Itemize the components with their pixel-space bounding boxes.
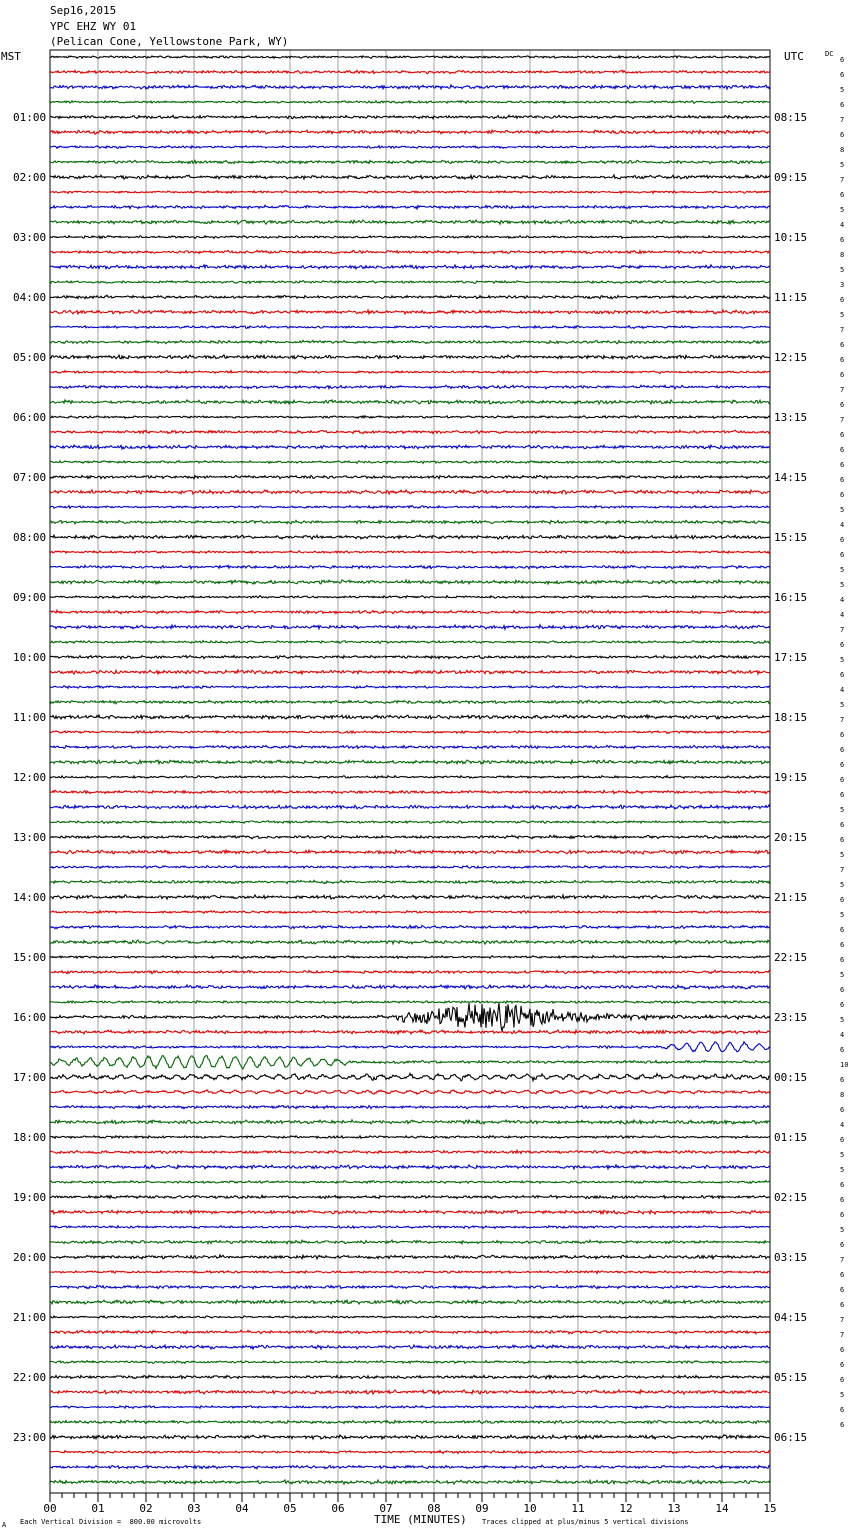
trace-59 xyxy=(50,925,770,928)
trace-17 xyxy=(50,295,770,299)
dc-offset-value: 6 xyxy=(840,461,845,469)
dc-offset-value: 6 xyxy=(840,776,845,784)
utc-hour-label: 20:15 xyxy=(774,831,808,844)
trace-1 xyxy=(50,56,770,59)
x-tick-label: 00 xyxy=(43,1502,57,1515)
trace-84 xyxy=(50,1300,770,1304)
trace-3 xyxy=(50,85,770,89)
trace-51 xyxy=(50,805,770,809)
trace-10 xyxy=(50,191,770,194)
utc-hour-label: 22:15 xyxy=(774,951,808,964)
trace-15 xyxy=(50,265,770,269)
dc-offset-value: 6 xyxy=(840,1421,845,1429)
trace-7 xyxy=(50,146,770,149)
dc-offset-value: 6 xyxy=(840,1076,845,1084)
dc-offset-value: 4 xyxy=(840,686,845,694)
dc-offset-value: 5 xyxy=(840,1016,845,1024)
dc-offset-value: 4 xyxy=(840,1031,845,1039)
x-axis-title: TIME (MINUTES) xyxy=(374,1513,467,1526)
trace-2 xyxy=(50,70,770,74)
dc-offset-value: 7 xyxy=(840,1331,845,1339)
dc-offset-value: 7 xyxy=(840,626,845,634)
dc-offset-value: 10 xyxy=(840,1061,849,1069)
trace-28 xyxy=(50,461,770,464)
trace-62 xyxy=(50,970,770,973)
trace-42 xyxy=(50,670,770,674)
utc-hour-label: 17:15 xyxy=(774,651,808,664)
trace-73 xyxy=(50,1136,770,1139)
trace-19 xyxy=(50,326,770,329)
mst-hour-label: 02:00 xyxy=(13,171,47,184)
dc-offset-value: 6 xyxy=(840,1271,845,1279)
dc-offset-value: 6 xyxy=(840,491,845,499)
mst-hour-label: 12:00 xyxy=(13,771,47,784)
hour-labels xyxy=(13,56,848,1444)
trace-44 xyxy=(50,700,770,704)
trace-20 xyxy=(50,340,770,343)
dc-offset-value: 3 xyxy=(840,281,845,289)
dc-offset-value: 6 xyxy=(840,821,845,829)
trace-70 xyxy=(50,1090,770,1094)
trace-27 xyxy=(50,445,770,449)
trace-93 xyxy=(50,1435,770,1439)
mst-hour-label: 18:00 xyxy=(13,1131,47,1144)
trace-50 xyxy=(50,790,770,793)
x-tick-label: 06 xyxy=(331,1502,345,1515)
trace-80 xyxy=(50,1240,770,1244)
mst-hour-label: 17:00 xyxy=(13,1071,47,1084)
trace-14 xyxy=(50,250,770,253)
time-axis xyxy=(43,1493,776,1515)
trace-88 xyxy=(50,1361,770,1364)
utc-hour-label: 00:15 xyxy=(774,1071,808,1084)
utc-hour-label: 08:15 xyxy=(774,111,808,124)
dc-offset-value: 6 xyxy=(840,431,845,439)
mst-hour-label: 09:00 xyxy=(13,591,47,604)
x-tick-label: 15 xyxy=(763,1502,777,1515)
trace-65 xyxy=(50,1003,770,1031)
trace-82 xyxy=(50,1271,770,1274)
dc-offset-value: 5 xyxy=(840,206,845,214)
x-tick-label: 04 xyxy=(235,1502,249,1515)
trace-34 xyxy=(50,551,770,554)
dc-offset-value: 5 xyxy=(840,581,845,589)
dc-offset-value: 7 xyxy=(840,866,845,874)
dc-offset-value: 5 xyxy=(840,311,845,319)
dc-offset-value: 6 xyxy=(840,986,845,994)
trace-57 xyxy=(50,895,770,899)
trace-60 xyxy=(50,940,770,944)
trace-13 xyxy=(50,236,770,239)
trace-79 xyxy=(50,1226,770,1229)
dc-offset-value: 5 xyxy=(840,701,845,709)
dc-offset-value: 6 xyxy=(840,941,845,949)
utc-hour-label: 10:15 xyxy=(774,231,808,244)
trace-64 xyxy=(50,1001,770,1004)
dc-offset-value: 6 xyxy=(840,551,845,559)
utc-hour-label: 12:15 xyxy=(774,351,808,364)
trace-43 xyxy=(50,686,770,689)
dc-offset-value: 6 xyxy=(840,1106,845,1114)
dc-offset-value: 6 xyxy=(840,1136,845,1144)
dc-offset-value: 6 xyxy=(840,896,845,904)
mst-hour-label: 03:00 xyxy=(13,231,47,244)
dc-offset-value: 6 xyxy=(840,536,845,544)
trace-4 xyxy=(50,101,770,104)
trace-41 xyxy=(50,655,770,659)
trace-86 xyxy=(50,1330,770,1333)
trace-12 xyxy=(50,220,770,224)
utc-hour-label: 01:15 xyxy=(774,1131,808,1144)
dc-offset-value: 6 xyxy=(840,761,845,769)
dc-offset-value: 6 xyxy=(840,731,845,739)
dc-offset-value: 6 xyxy=(840,401,845,409)
dc-offset-value: 6 xyxy=(840,1376,845,1384)
mst-hour-label: 14:00 xyxy=(13,891,47,904)
trace-48 xyxy=(50,760,770,764)
dc-offset-value: 6 xyxy=(840,1046,845,1054)
mst-hour-label: 23:00 xyxy=(13,1431,47,1444)
trace-18 xyxy=(50,310,770,314)
dc-offset-value: 4 xyxy=(840,221,845,229)
trace-25 xyxy=(50,416,770,419)
dc-offset-value: 7 xyxy=(840,716,845,724)
trace-30 xyxy=(50,490,770,494)
dc-offset-value: 6 xyxy=(840,446,845,454)
trace-49 xyxy=(50,776,770,779)
dc-offset-value: 6 xyxy=(840,1181,845,1189)
trace-91 xyxy=(50,1406,770,1409)
trace-54 xyxy=(50,850,770,854)
dc-offset-value: 5 xyxy=(840,1391,845,1399)
x-tick-label: 10 xyxy=(523,1502,537,1515)
trace-38 xyxy=(50,610,770,614)
trace-78 xyxy=(50,1210,770,1214)
dc-offset-value: 5 xyxy=(840,86,845,94)
trace-89 xyxy=(50,1375,770,1378)
trace-53 xyxy=(50,835,770,839)
right-timezone-label: UTC xyxy=(784,50,804,63)
x-tick-label: 05 xyxy=(283,1502,297,1515)
dc-offset-value: 6 xyxy=(840,791,845,799)
dc-offset-value: 6 xyxy=(840,1286,845,1294)
dc-offset-value: 6 xyxy=(840,1406,845,1414)
trace-75 xyxy=(50,1165,770,1169)
dc-offset-value: 6 xyxy=(840,56,845,64)
mst-hour-label: 07:00 xyxy=(13,471,47,484)
trace-24 xyxy=(50,400,770,404)
left-timezone-label: MST xyxy=(1,50,21,63)
trace-55 xyxy=(50,866,770,869)
utc-hour-label: 18:15 xyxy=(774,711,808,724)
dc-offset-value: 6 xyxy=(840,371,845,379)
dc-offset-value: 7 xyxy=(840,1316,845,1324)
dc-offset-value: 6 xyxy=(840,1301,845,1309)
trace-56 xyxy=(50,880,770,883)
utc-hour-label: 14:15 xyxy=(774,471,808,484)
dc-offset-value: 5 xyxy=(840,851,845,859)
trace-22 xyxy=(50,371,770,374)
trace-8 xyxy=(50,160,770,163)
dc-offset-value: 6 xyxy=(840,641,845,649)
dc-offset-value: 6 xyxy=(840,191,845,199)
dc-offset-value: 7 xyxy=(840,326,845,334)
x-tick-label: 03 xyxy=(187,1502,201,1515)
dc-offset-value: 6 xyxy=(840,746,845,754)
trace-29 xyxy=(50,475,770,478)
mst-hour-label: 20:00 xyxy=(13,1251,47,1264)
dc-offset-value: 5 xyxy=(840,566,845,574)
trace-16 xyxy=(50,281,770,284)
utc-hour-label: 15:15 xyxy=(774,531,808,544)
trace-11 xyxy=(50,205,770,209)
dc-offset-value: 7 xyxy=(840,176,845,184)
mst-hour-label: 19:00 xyxy=(13,1191,47,1204)
corner-mark: A xyxy=(2,1521,7,1529)
dc-offset-value: 6 xyxy=(840,926,845,934)
utc-hour-label: 21:15 xyxy=(774,891,808,904)
dc-offset-value: 6 xyxy=(840,1361,845,1369)
dc-offset-value: 6 xyxy=(840,1196,845,1204)
trace-67 xyxy=(50,1042,770,1052)
dc-offset-value: 6 xyxy=(840,956,845,964)
dc-offset-value: 6 xyxy=(840,671,845,679)
dc-offset-value: 8 xyxy=(840,146,845,154)
utc-hour-label: 13:15 xyxy=(774,411,808,424)
mst-hour-label: 05:00 xyxy=(13,351,47,364)
x-tick-label: 02 xyxy=(139,1502,153,1515)
mst-hour-label: 21:00 xyxy=(13,1311,47,1324)
trace-9 xyxy=(50,175,770,179)
x-tick-label: 09 xyxy=(475,1502,489,1515)
dc-offset-value: 6 xyxy=(840,1346,845,1354)
trace-21 xyxy=(50,355,770,359)
trace-32 xyxy=(50,520,770,523)
dc-offset-value: 8 xyxy=(840,1091,845,1099)
trace-40 xyxy=(50,641,770,644)
utc-hour-label: 02:15 xyxy=(774,1191,808,1204)
dc-offset-value: 6 xyxy=(840,1211,845,1219)
mst-hour-label: 13:00 xyxy=(13,831,47,844)
trace-72 xyxy=(50,1120,770,1124)
trace-92 xyxy=(50,1420,770,1423)
dc-offset-value: 5 xyxy=(840,266,845,274)
trace-68 xyxy=(50,1056,770,1069)
utc-hour-label: 19:15 xyxy=(774,771,808,784)
x-tick-label: 08 xyxy=(427,1502,441,1515)
trace-series xyxy=(50,56,770,1484)
dc-offset-value: 6 xyxy=(840,101,845,109)
dc-offset-value: 4 xyxy=(840,1121,845,1129)
dc-offset-value: 5 xyxy=(840,656,845,664)
utc-hour-label: 06:15 xyxy=(774,1431,808,1444)
trace-71 xyxy=(50,1105,770,1108)
dc-offset-value: 6 xyxy=(840,236,845,244)
trace-37 xyxy=(50,596,770,599)
trace-90 xyxy=(50,1390,770,1394)
trace-45 xyxy=(50,715,770,719)
dc-offset-value: 6 xyxy=(840,836,845,844)
trace-94 xyxy=(50,1451,770,1454)
x-tick-label: 01 xyxy=(91,1502,105,1515)
dc-offset-value: 5 xyxy=(840,1226,845,1234)
utc-hour-label: 23:15 xyxy=(774,1011,808,1024)
dc-offset-value: 5 xyxy=(840,161,845,169)
trace-76 xyxy=(50,1181,770,1184)
trace-61 xyxy=(50,956,770,959)
trace-23 xyxy=(50,385,770,389)
mst-hour-label: 06:00 xyxy=(13,411,47,424)
dc-offset-value: 5 xyxy=(840,1151,845,1159)
dc-offset-value: 5 xyxy=(840,506,845,514)
utc-hour-label: 03:15 xyxy=(774,1251,808,1264)
x-tick-label: 07 xyxy=(379,1502,393,1515)
dc-offset-value: 5 xyxy=(840,881,845,889)
trace-87 xyxy=(50,1345,770,1349)
trace-96 xyxy=(50,1480,770,1484)
dc-offset-value: 6 xyxy=(840,1001,845,1009)
dc-offset-value: 6 xyxy=(840,476,845,484)
trace-58 xyxy=(50,911,770,914)
mst-hour-label: 15:00 xyxy=(13,951,47,964)
utc-hour-label: 16:15 xyxy=(774,591,808,604)
trace-81 xyxy=(50,1255,770,1259)
mst-hour-label: 16:00 xyxy=(13,1011,47,1024)
dc-offset-value: 6 xyxy=(840,1241,845,1249)
trace-77 xyxy=(50,1195,770,1199)
dc-offset-value: 6 xyxy=(840,356,845,364)
utc-hour-label: 05:15 xyxy=(774,1371,808,1384)
x-tick-label: 14 xyxy=(715,1502,729,1515)
trace-83 xyxy=(50,1285,770,1289)
station-code: YPC EHZ WY 01 xyxy=(50,20,137,33)
trace-6 xyxy=(50,130,770,134)
dc-offset-value: 4 xyxy=(840,596,845,604)
utc-hour-label: 11:15 xyxy=(774,291,808,304)
dc-offset-value: 8 xyxy=(840,251,845,259)
trace-85 xyxy=(50,1316,770,1319)
trace-52 xyxy=(50,821,770,824)
mst-hour-label: 08:00 xyxy=(13,531,47,544)
dc-offset-value: 5 xyxy=(840,806,845,814)
station-location: (Pelican Cone, Yellowstone Park, WY) xyxy=(50,35,289,48)
trace-31 xyxy=(50,506,770,509)
dc-offset-value: 7 xyxy=(840,386,845,394)
trace-35 xyxy=(50,565,770,568)
utc-hour-label: 04:15 xyxy=(774,1311,808,1324)
utc-hour-label: 09:15 xyxy=(774,171,808,184)
trace-26 xyxy=(50,430,770,433)
x-tick-label: 12 xyxy=(619,1502,633,1515)
trace-69 xyxy=(50,1073,770,1081)
trace-63 xyxy=(50,985,770,989)
trace-74 xyxy=(50,1150,770,1153)
dc-offset-value: 7 xyxy=(840,416,845,424)
dc-offset-header: DC xyxy=(825,50,834,58)
dc-offset-value: 6 xyxy=(840,296,845,304)
x-tick-label: 11 xyxy=(571,1502,585,1515)
dc-offset-value: 7 xyxy=(840,116,845,124)
dc-offset-value: 4 xyxy=(840,611,845,619)
trace-95 xyxy=(50,1465,770,1468)
dc-offset-value: 6 xyxy=(840,71,845,79)
mst-hour-label: 04:00 xyxy=(13,291,47,304)
mst-hour-label: 01:00 xyxy=(13,111,47,124)
dc-offset-value: 5 xyxy=(840,971,845,979)
dc-offset-value: 5 xyxy=(840,911,845,919)
trace-47 xyxy=(50,745,770,748)
trace-36 xyxy=(50,580,770,584)
trace-46 xyxy=(50,731,770,734)
trace-5 xyxy=(50,115,770,119)
vertical-scale-note: Each Vertical Division = 800.00 microvolts xyxy=(20,1518,202,1526)
trace-39 xyxy=(50,625,770,629)
dc-offset-value: 5 xyxy=(840,1166,845,1174)
mst-hour-label: 22:00 xyxy=(13,1371,47,1384)
dc-offset-value: 6 xyxy=(840,131,845,139)
mst-hour-label: 10:00 xyxy=(13,651,47,664)
dc-offset-value: 6 xyxy=(840,341,845,349)
trace-66 xyxy=(50,1030,770,1034)
plot-date: Sep16,2015 xyxy=(50,4,117,17)
trace-33 xyxy=(50,535,770,539)
mst-hour-label: 11:00 xyxy=(13,711,47,724)
x-tick-label: 13 xyxy=(667,1502,681,1515)
dc-offset-value: 4 xyxy=(840,521,845,529)
dc-offset-value: 7 xyxy=(840,1256,845,1264)
clip-note: Traces clipped at plus/minus 5 vertical divisions xyxy=(482,1518,689,1526)
